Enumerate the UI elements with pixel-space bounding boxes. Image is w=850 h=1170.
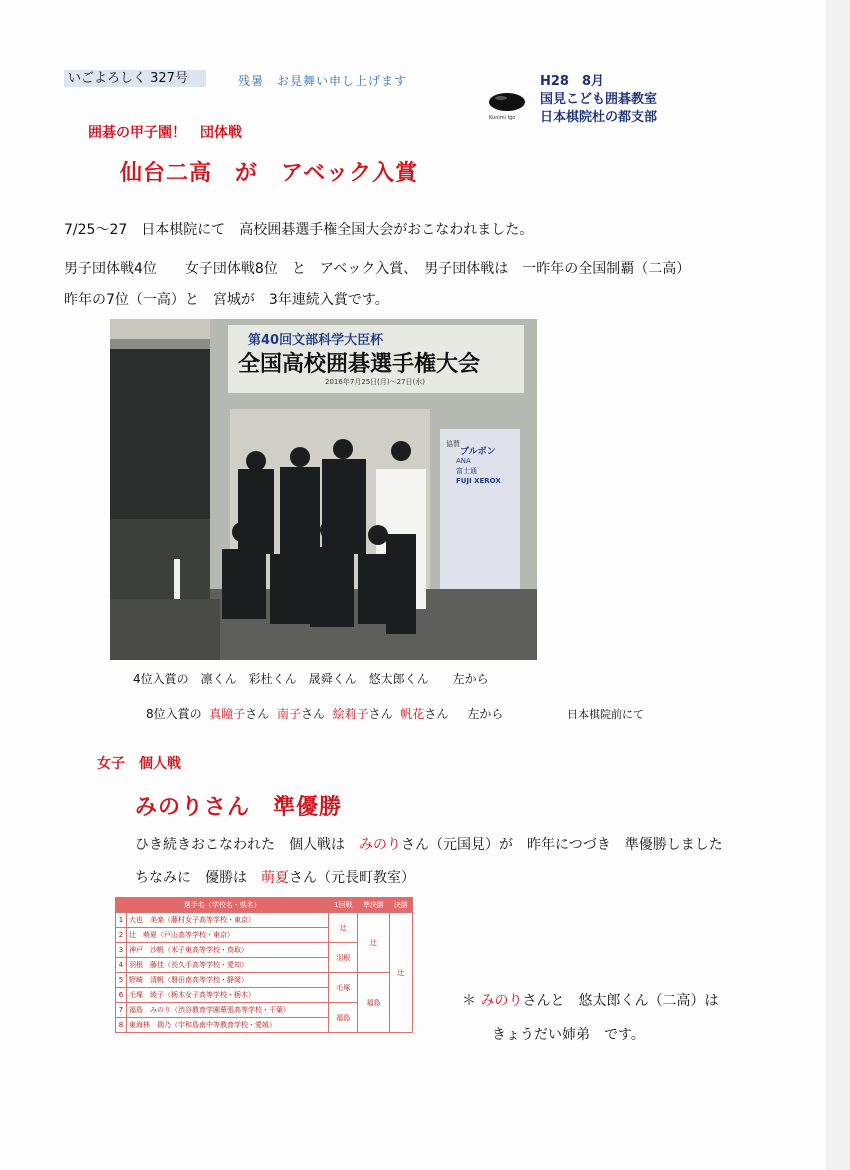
results-header-row <box>116 898 413 913</box>
sponsor-4: FUJI XEROX <box>456 477 501 485</box>
player-name: 大也 美楽（藤村女子高等学校・東京） <box>127 913 329 928</box>
winner-name-minori: みのり <box>359 837 401 853</box>
section2-line1 <box>135 834 723 854</box>
name-2: 南子 <box>276 707 301 721</box>
winner-name-moeka: 萌夏 <box>261 870 289 886</box>
col-player: 選手名（学校名・県名） <box>116 898 329 913</box>
go-stone-logo-icon <box>488 92 526 116</box>
table-row <box>116 913 413 928</box>
note-asterisk: ＊ <box>462 993 476 1009</box>
row-num: 4 <box>116 958 127 973</box>
section1-line1: 7/25～27 日本棋院にて 高校囲碁選手権全国大会がおこなわれました。 <box>64 222 534 238</box>
col-semifinal: 準決勝 <box>358 898 390 913</box>
round1-winner: 辻 <box>329 913 358 943</box>
player-name: 野崎 清帆（磐田南高等学校・静岡） <box>127 973 329 988</box>
sponsor-2: ANA <box>456 457 471 465</box>
row-num: 1 <box>116 913 127 928</box>
line1-pre: ひき続きおこなわれた 個人戦は <box>135 837 359 853</box>
row-num: 2 <box>116 928 127 943</box>
caption-boys: 4位入賞の 凛くん 彩杜くん 晟舜くん 悠太郎くん 左から <box>133 672 489 686</box>
caption-girls-tail: 左から <box>467 707 504 721</box>
sibling-note-line1 <box>462 990 718 1010</box>
round1-winner: 毛塚 <box>329 973 358 1003</box>
name-3: 絵莉子 <box>332 707 369 721</box>
issue-date: H28 8月 <box>540 74 605 89</box>
photo-location: 日本棋院前にて <box>567 708 644 721</box>
caption-girls <box>146 705 503 722</box>
player-name: 福島 みのり（渋谷教育学園幕張高等学校・千葉） <box>127 1003 329 1018</box>
player-name: 毛塚 綾子（栃木女子高等学校・栃木） <box>127 988 329 1003</box>
player-name: 羽根 藤佳（長久手高等学校・愛知） <box>127 958 329 973</box>
final-winner: 辻 <box>389 913 412 1033</box>
caption-girls-prefix: 8位入賞の <box>146 707 202 721</box>
summer-greeting: 残暑 お見舞い申し上げます <box>238 74 408 88</box>
row-num: 6 <box>116 988 127 1003</box>
section2-kicker: 女子 個人戦 <box>97 756 181 772</box>
name-4: 帆花 <box>400 707 425 721</box>
row-num: 8 <box>116 1018 127 1033</box>
sponsor-3: 富士通 <box>456 467 477 475</box>
line1-post: さん（元国見）が 昨年につづき 準優勝しました <box>401 837 723 853</box>
suffix-4: さん <box>424 707 449 721</box>
col-final: 決勝 <box>389 898 412 913</box>
section1-headline: 仙台二高 が アベック入賞 <box>120 161 419 186</box>
suffix-2: さん <box>300 707 325 721</box>
team-photo <box>110 319 537 660</box>
semifinal-winner: 辻 <box>358 913 390 973</box>
org-name-1: 国見こども囲碁教室 <box>540 92 658 107</box>
section2-line2 <box>135 867 415 887</box>
semifinal-winner: 福島 <box>358 973 390 1033</box>
line2-pre: ちなみに 優勝は <box>135 870 261 886</box>
row-num: 7 <box>116 1003 127 1018</box>
suffix-3: さん <box>368 707 393 721</box>
sponsor-1: ブルボン <box>460 447 496 457</box>
table-row <box>116 973 413 988</box>
player-name: 辻 萌夏（戸山高等学校・東京） <box>127 928 329 943</box>
banner-date: 2016年7月25日(月)～27日(水) <box>325 378 426 386</box>
name-1: 真瞳子 <box>209 707 246 721</box>
results-table <box>115 897 413 1033</box>
line2-post: さん（元長町教室） <box>289 870 415 886</box>
banner-title: 全国高校囲碁選手権大会 <box>238 352 481 377</box>
col-round1: 1回戦 <box>329 898 358 913</box>
logo-caption: Kunimi Igo <box>489 115 516 121</box>
suffix-1: さん <box>245 707 270 721</box>
note-text1: さんと 悠太郎くん（二高）は <box>522 993 719 1009</box>
row-num: 3 <box>116 943 127 958</box>
section2-headline: みのりさん 準優勝 <box>135 795 343 820</box>
org-name-2: 日本棋院杜の都支部 <box>540 110 658 125</box>
banner-subtitle: 第40回文部科学大臣杯 <box>248 333 384 348</box>
sponsor-label: 協賛 <box>446 440 460 448</box>
section1-kicker: 囲碁の甲子園！ 団体戦 <box>88 125 242 141</box>
section1-line2: 男子団体戦4位 女子団体戦8位 と アベック入賞、 男子団体戦は 一昨年の全国制覇（二高） <box>64 261 691 277</box>
player-name: 神戸 沙帆（米子東高等学校・鳥取） <box>127 943 329 958</box>
round1-winner: 福島 <box>329 1003 358 1033</box>
player-name: 東海林 瑞乃（宇和島南中等教育学校・愛媛） <box>127 1018 329 1033</box>
note-name: みのり <box>480 993 523 1009</box>
issue-number: いごよろしく 327号 <box>64 70 206 87</box>
row-num: 5 <box>116 973 127 988</box>
section1-line3: 昨年の7位（一高）と 宮城が 3年連続入賞です。 <box>64 292 389 308</box>
round1-winner: 羽根 <box>329 943 358 973</box>
sibling-note-line2: きょうだい姉弟 です。 <box>492 1027 645 1043</box>
scan-edge <box>826 0 850 1170</box>
